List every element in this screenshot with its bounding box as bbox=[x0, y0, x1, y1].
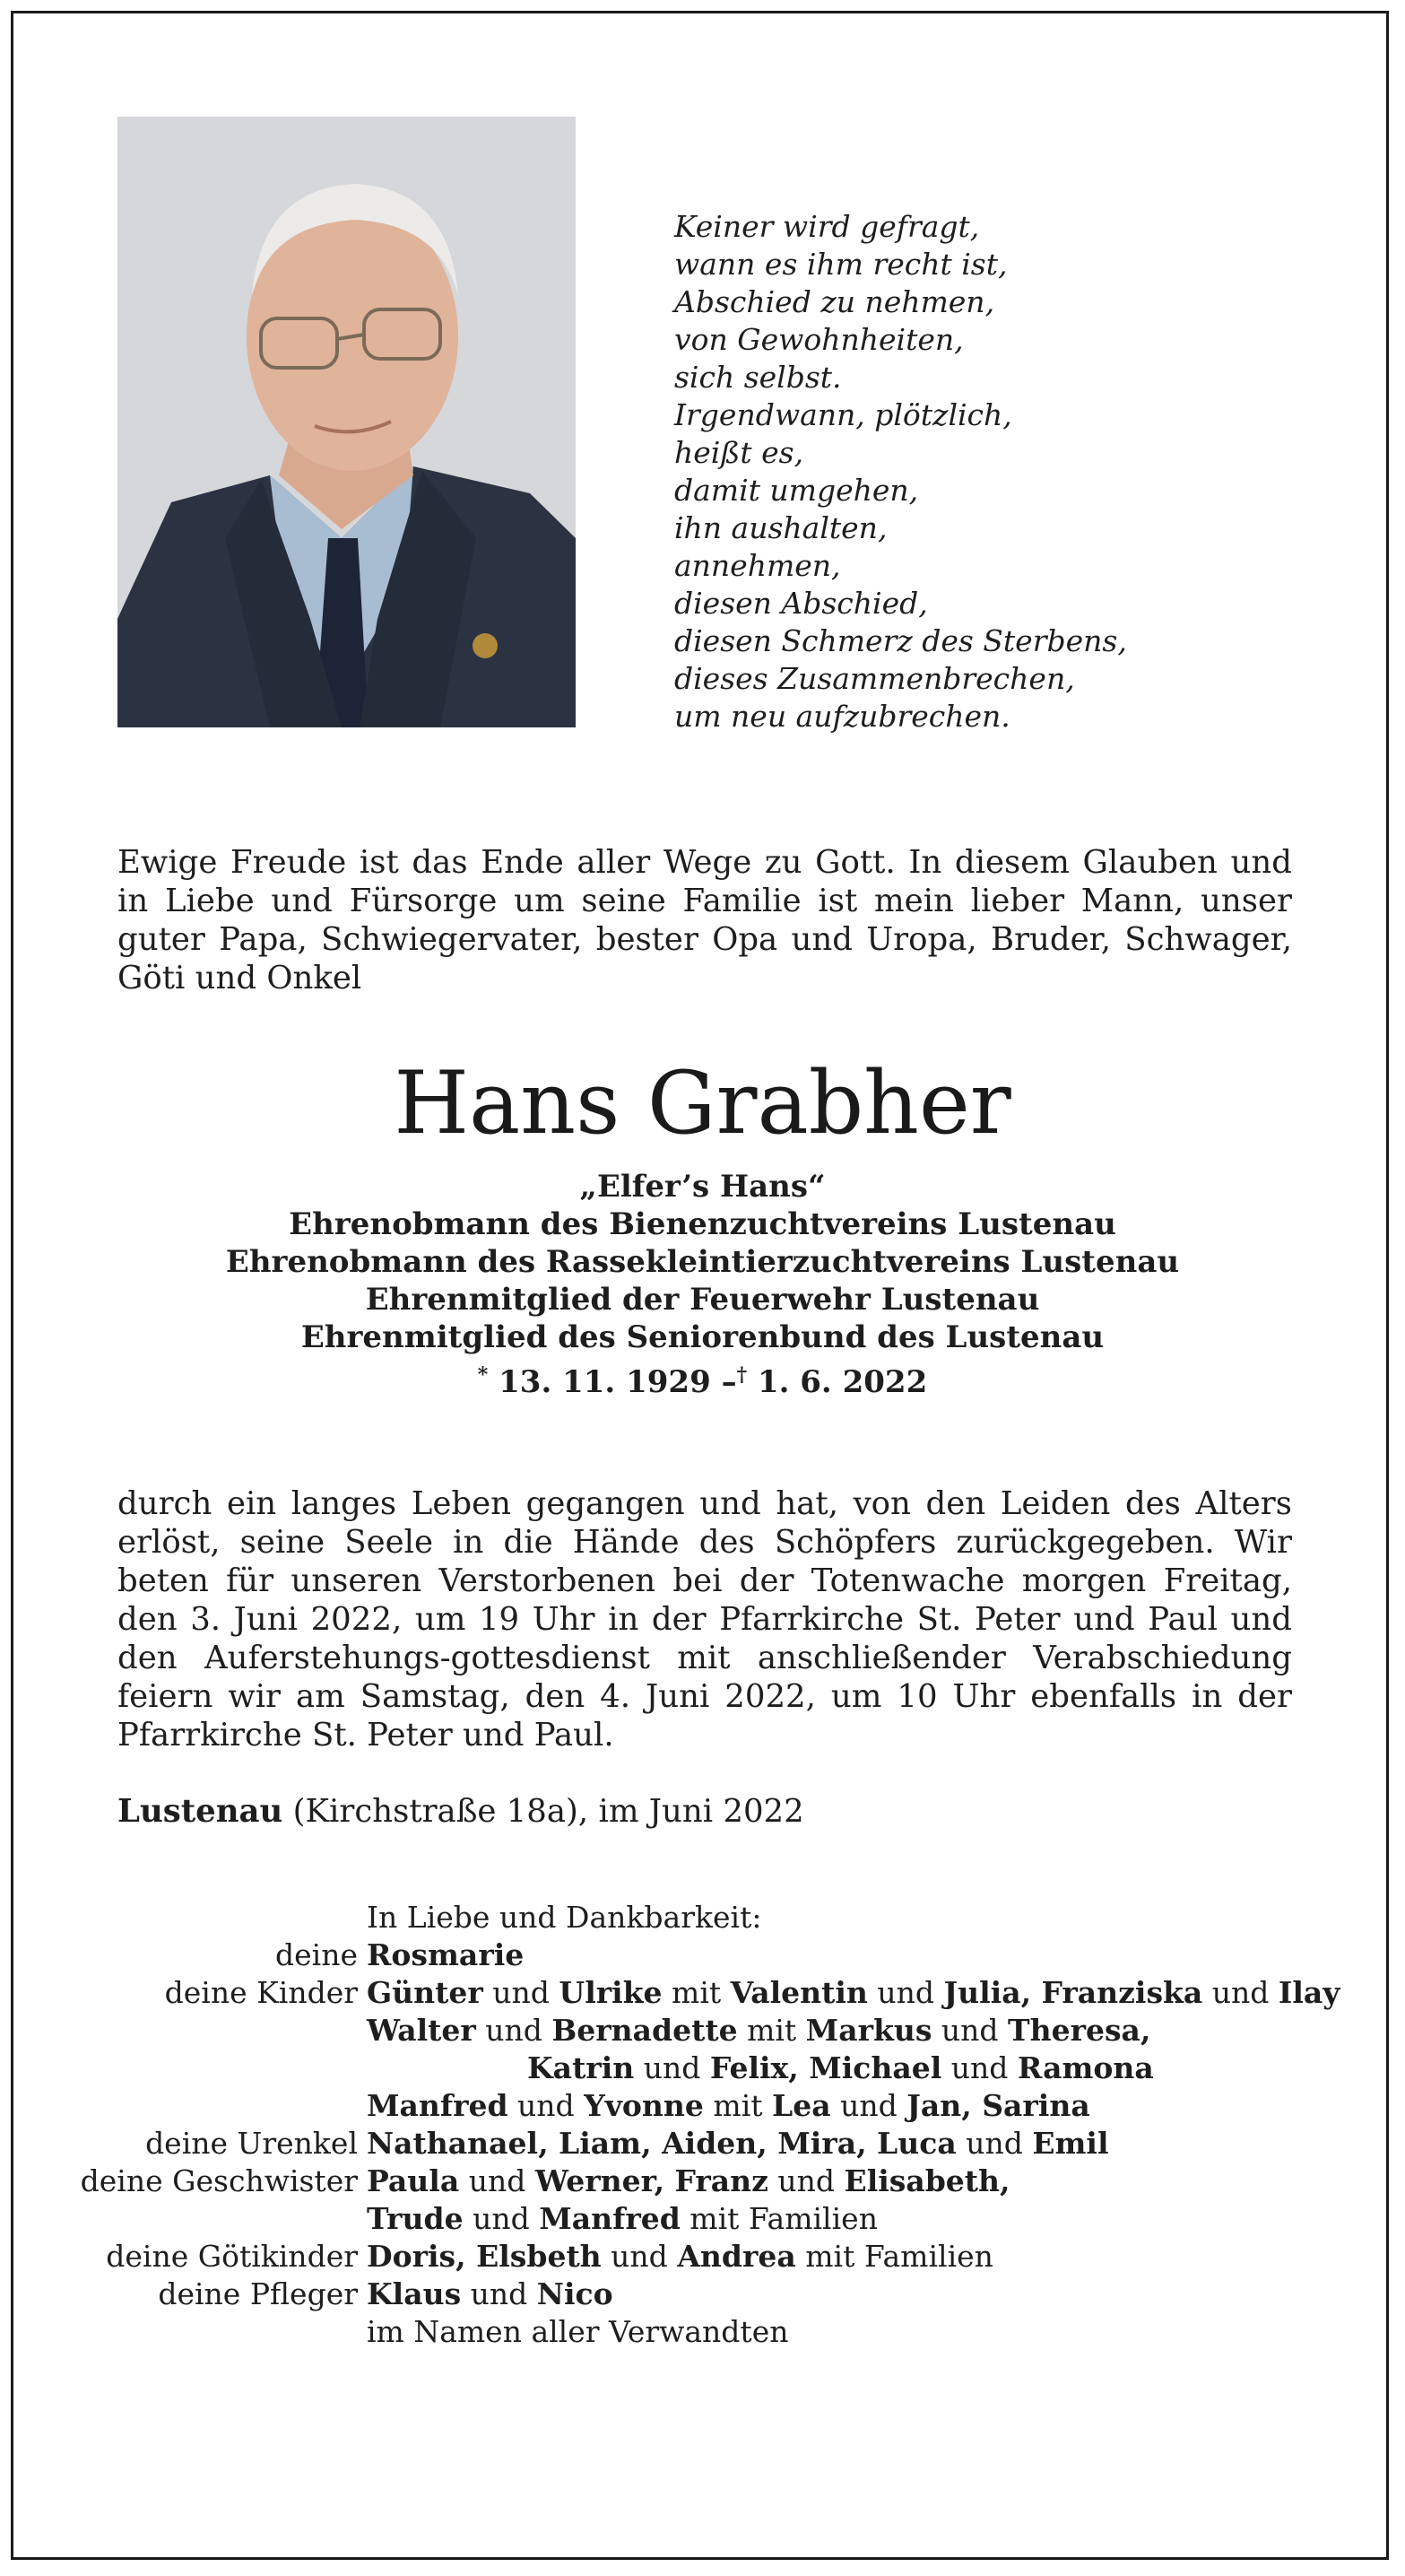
place-date-line bbox=[117, 1792, 804, 1831]
death-date: 1. 6. 2022 bbox=[757, 1364, 928, 1400]
family-connector: und bbox=[1202, 1975, 1279, 2010]
place-town: Lustenau bbox=[117, 1793, 283, 1830]
family-connector: und bbox=[634, 2050, 710, 2085]
family-member-name: Nico bbox=[536, 2276, 613, 2311]
family-row bbox=[0, 2049, 1405, 2087]
nickname: „Elfer’s Hans“ bbox=[579, 1169, 826, 1205]
family-member-name: Trude bbox=[367, 2201, 464, 2236]
family-member-name: Julia, Franziska bbox=[943, 1975, 1203, 2010]
family-member-name: Nathanael, Liam, Aiden, Mira, Luca bbox=[367, 2126, 957, 2161]
family-connector: im Namen aller Verwandten bbox=[367, 2314, 789, 2349]
family-member-name: Elisabeth, bbox=[844, 2163, 1010, 2198]
family-connector: und bbox=[461, 2276, 537, 2311]
family-connector: mit Familien bbox=[795, 2239, 993, 2274]
family-row bbox=[0, 2313, 1405, 2351]
family-relation: deine bbox=[275, 1937, 358, 1972]
family-row bbox=[0, 2087, 1405, 2125]
poem-line: annehmen, bbox=[674, 548, 841, 583]
family-relation: deine Urenkel bbox=[145, 2126, 358, 2161]
body-text: durch ein langes Leben gegangen und hat, von den Leiden des Alters erlöst, seine Seele in die Hände des Schöpfers zurückgegeben. Wir beten für unseren Verstorbenen bei der Totenwache morgen Freitag, den 3. Juni 2022, um 19 Uhr in der Pfarrkirche St. Peter und Paul und den Auferstehungs-gottesdienst mit anschließender Verabschiedung feiern wir am Samstag, den 4. Juni 2022, um 10 Uhr ebenfalls in der Pfarrkirche St. Peter und Paul. bbox=[117, 1485, 1292, 1754]
family-connector: und bbox=[956, 2126, 1033, 2161]
family-member-name: Klaus bbox=[367, 2276, 462, 2311]
poem-line: damit umgehen, bbox=[674, 473, 919, 508]
family-connector: und bbox=[932, 2013, 1009, 2048]
place-rest: (Kirchstraße 18a), im Juni 2022 bbox=[282, 1793, 804, 1830]
family-member-name: Werner, Franz bbox=[534, 2163, 768, 2198]
intro-text: Ewige Freude ist das Ende aller Wege zu Gott. In diesem Glauben und in Liebe und Fürsorge um seine Familie ist mein lieber Mann, unser guter Papa, Schwiegervater, bester Opa und Uropa, Bruder, Schwager, Göti und Onkel bbox=[117, 844, 1292, 996]
deceased-name: Hans Grabher bbox=[394, 1053, 1011, 1153]
honor-title: Ehrenmitglied des Seniorenbund des Lustenau bbox=[300, 1319, 1105, 1355]
family-member-name: Doris, Elsbeth bbox=[367, 2239, 602, 2274]
poem-line: wann es ihm recht ist, bbox=[674, 247, 1008, 282]
honor-title: Ehrenobmann des Bienenzuchtvereins Lustenau bbox=[289, 1206, 1116, 1242]
poem-line: ihn aushalten, bbox=[674, 510, 888, 545]
family-member-name: Theresa, bbox=[1008, 2013, 1151, 2048]
family-connector: und bbox=[830, 2088, 907, 2123]
family-row bbox=[0, 1974, 1405, 2012]
family-member-name: Walter bbox=[367, 2013, 476, 2048]
family-member-name: Rosmarie bbox=[367, 1937, 525, 1972]
poem-line: dieses Zusammenbrechen, bbox=[674, 661, 1075, 696]
family-member-name: Valentin bbox=[730, 1975, 868, 2010]
family-names bbox=[367, 2200, 878, 2238]
family-row bbox=[0, 2163, 1405, 2200]
family-connector: und bbox=[475, 2013, 552, 2048]
family-names bbox=[527, 2049, 1154, 2087]
life-dates bbox=[0, 1356, 1405, 1401]
honors-block bbox=[0, 1168, 1405, 1401]
family-member-name: Katrin bbox=[527, 2050, 635, 2085]
family-member-name: Ulrike bbox=[559, 1975, 663, 2010]
poem bbox=[674, 208, 1302, 735]
family-member-name: Ramona bbox=[1017, 2050, 1154, 2085]
family-relation: deine Pfleger bbox=[158, 2276, 358, 2311]
family-row bbox=[0, 2276, 1405, 2313]
family-heading: In Liebe und Dankbarkeit: bbox=[367, 1900, 762, 1935]
family-list bbox=[0, 1899, 1405, 2351]
family-row bbox=[0, 2125, 1405, 2163]
family-row bbox=[0, 2012, 1405, 2049]
poem-line: diesen Schmerz des Sterbens, bbox=[674, 623, 1127, 658]
family-member-name: Felix, Michael bbox=[709, 2050, 942, 2085]
family-member-name: Jan, Sarina bbox=[906, 2088, 1090, 2123]
family-connector: und bbox=[867, 1975, 944, 2010]
honor-title: Ehrenmitglied der Feuerwehr Lustenau bbox=[365, 1282, 1040, 1318]
family-connector: und bbox=[482, 1975, 559, 2010]
family-names bbox=[367, 2276, 613, 2313]
family-names bbox=[367, 2238, 993, 2276]
family-relation: deine Geschwister bbox=[80, 2163, 358, 2198]
family-member-name: Günter bbox=[367, 1975, 483, 2010]
poem-line: Irgendwann, plötzlich, bbox=[674, 397, 1012, 432]
family-relation: deine Götikinder bbox=[106, 2239, 358, 2274]
birth-date: 13. 11. 1929 – bbox=[499, 1364, 737, 1400]
family-member-name: Manfred bbox=[539, 2201, 681, 2236]
family-names bbox=[367, 2125, 1109, 2163]
family-member-name: Paula bbox=[367, 2163, 460, 2198]
family-member-name: Emil bbox=[1032, 2126, 1109, 2161]
family-connector: und bbox=[463, 2201, 540, 2236]
family-names bbox=[367, 2163, 1010, 2200]
family-connector: mit Familien bbox=[680, 2201, 878, 2236]
family-row bbox=[0, 1936, 1405, 1974]
death-symbol: † bbox=[736, 1363, 748, 1387]
poem-line: heißt es, bbox=[674, 435, 804, 470]
family-connector: und bbox=[601, 2239, 678, 2274]
poem-line: diesen Abschied, bbox=[674, 586, 928, 621]
family-names bbox=[367, 1974, 1340, 2012]
family-heading-row bbox=[0, 1899, 1405, 1936]
family-names bbox=[367, 2012, 1150, 2049]
honor-title: Ehrenobmann des Rassekleintierzuchtvereins Lustenau bbox=[225, 1244, 1180, 1280]
family-relation: deine Kinder bbox=[164, 1975, 358, 2010]
family-connector: und bbox=[768, 2163, 845, 2198]
family-member-name: Manfred bbox=[367, 2088, 508, 2123]
family-connector: mit bbox=[703, 2088, 773, 2123]
family-connector: mit bbox=[737, 2013, 806, 2048]
portrait-photo bbox=[117, 117, 576, 727]
family-names bbox=[367, 1936, 524, 1974]
family-row bbox=[0, 2238, 1405, 2276]
family-member-name: Yvonne bbox=[584, 2088, 704, 2123]
family-names bbox=[367, 2087, 1090, 2125]
family-connector: und bbox=[507, 2088, 585, 2123]
family-member-name: Bernadette bbox=[551, 2013, 738, 2048]
family-names bbox=[367, 2313, 788, 2351]
poem-line: sich selbst. bbox=[674, 360, 842, 395]
poem-line: Keiner wird gefragt, bbox=[674, 209, 980, 244]
poem-line: um neu aufzubrechen. bbox=[674, 699, 1010, 734]
family-connector: und bbox=[459, 2163, 535, 2198]
family-member-name: Markus bbox=[805, 2013, 932, 2048]
family-row bbox=[0, 2200, 1405, 2238]
family-connector: und bbox=[941, 2050, 1018, 2085]
poem-line: von Gewohnheiten, bbox=[674, 322, 964, 357]
poem-line: Abschied zu nehmen, bbox=[674, 284, 995, 319]
family-member-name: Andrea bbox=[677, 2239, 796, 2274]
family-member-name: Ilay bbox=[1278, 1975, 1340, 2010]
family-connector: mit bbox=[662, 1975, 731, 2010]
family-member-name: Lea bbox=[772, 2088, 831, 2123]
birth-symbol: * bbox=[477, 1363, 489, 1387]
